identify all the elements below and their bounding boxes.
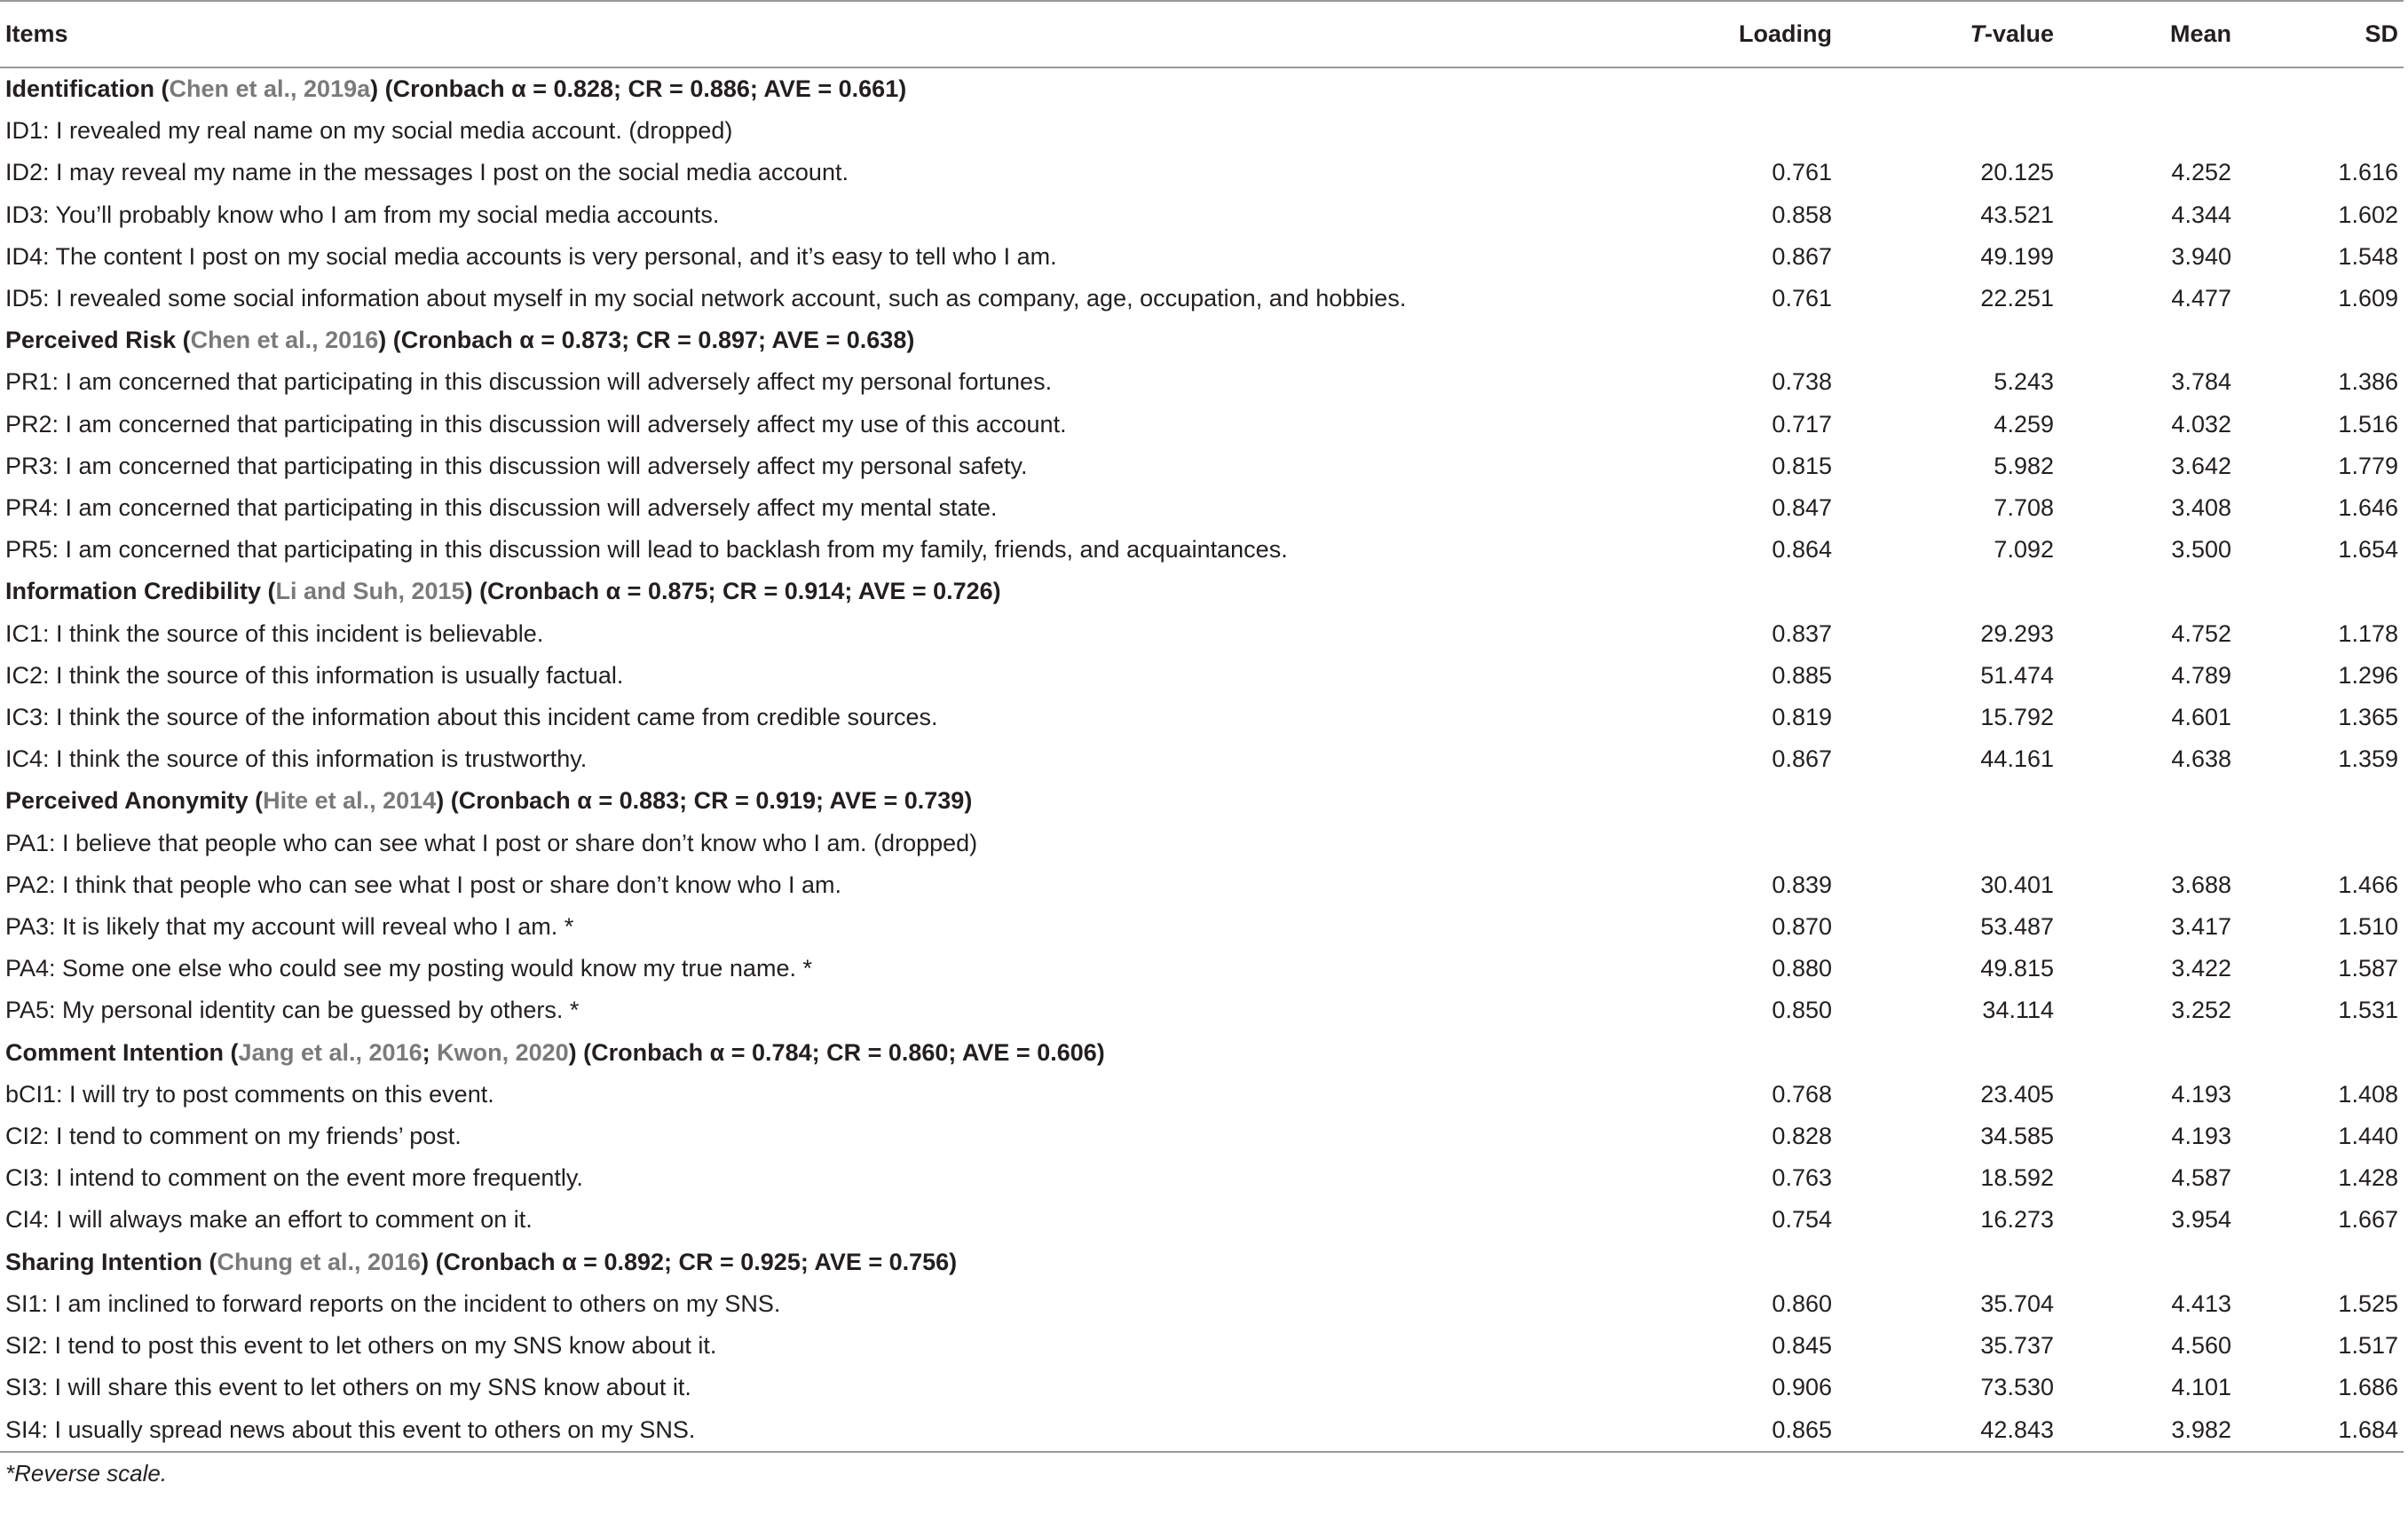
loading-value bbox=[1624, 823, 1837, 864]
mean-value: 4.638 bbox=[2171, 745, 2231, 773]
mean-value: 4.477 bbox=[2171, 285, 2231, 312]
item-text: PR5: I am concerned that participating in this discussion will lead to backlash from my family, friends, and acquaintances. bbox=[5, 536, 1288, 564]
loading-value: 0.870 bbox=[1772, 913, 1832, 941]
loading-value: 0.717 bbox=[1772, 410, 1832, 438]
mean-value: 4.601 bbox=[2171, 704, 2231, 731]
citation-link[interactable]: Li and Suh, 2015 bbox=[275, 578, 465, 605]
header-row bbox=[0, 1, 2404, 67]
table-row bbox=[0, 906, 2404, 948]
table-row bbox=[0, 152, 2404, 193]
table-row bbox=[0, 738, 2404, 780]
table-row bbox=[0, 487, 2404, 529]
citation-link[interactable]: Kwon, 2020 bbox=[437, 1038, 569, 1066]
citation-link[interactable]: Chen et al., 2016 bbox=[190, 327, 379, 354]
item-text: CI3: I intend to comment on the event more frequently. bbox=[5, 1164, 583, 1192]
mean-value bbox=[2059, 110, 2237, 152]
group-title: Sharing Intention bbox=[5, 1248, 202, 1275]
sd-value: 1.510 bbox=[2338, 913, 2398, 941]
t-value: 35.737 bbox=[1980, 1332, 2054, 1360]
group-header bbox=[0, 67, 2404, 110]
table-row bbox=[0, 697, 2404, 738]
group-header bbox=[0, 319, 2404, 361]
t-value: 51.474 bbox=[1980, 661, 2054, 689]
sd-value: 1.386 bbox=[2338, 368, 2398, 396]
loading-value: 0.754 bbox=[1772, 1206, 1832, 1234]
table-row bbox=[0, 1325, 2404, 1367]
table-row bbox=[0, 1157, 2404, 1199]
loading-value: 0.839 bbox=[1772, 871, 1832, 898]
mean-value: 3.784 bbox=[2171, 368, 2231, 396]
group-title: Comment Intention bbox=[5, 1038, 224, 1066]
sd-value: 1.178 bbox=[2338, 619, 2398, 647]
item-text: PA1: I believe that people who can see what I post or share don’t know who I am. (dropped) bbox=[5, 829, 978, 856]
t-value: 34.114 bbox=[1982, 997, 2054, 1024]
mean-value: 4.789 bbox=[2171, 661, 2231, 689]
table-row bbox=[0, 823, 2404, 864]
sd-value: 1.684 bbox=[2338, 1415, 2398, 1443]
sd-value: 1.531 bbox=[2338, 997, 2398, 1024]
group-header-row bbox=[0, 571, 2404, 612]
mean-value: 3.982 bbox=[2171, 1415, 2231, 1443]
loading-value: 0.867 bbox=[1772, 242, 1832, 270]
header-tvalue-suffix: -value bbox=[1984, 20, 2054, 47]
mean-value: 4.101 bbox=[2171, 1374, 2231, 1401]
table-row bbox=[0, 110, 2404, 152]
t-value: 20.125 bbox=[1980, 159, 2054, 186]
item-text: SI4: I usually spread news about this event to others on my SNS. bbox=[5, 1415, 696, 1443]
t-value: 73.530 bbox=[1980, 1374, 2054, 1401]
mean-value: 3.500 bbox=[2171, 536, 2231, 564]
sd-value: 1.359 bbox=[2338, 745, 2398, 773]
loading-value: 0.738 bbox=[1772, 368, 1832, 396]
group-header-row bbox=[0, 780, 2404, 822]
item-text: PA5: My personal identity can be guessed by others. * bbox=[5, 997, 580, 1024]
t-value: 5.243 bbox=[1994, 368, 2054, 396]
table-row bbox=[0, 529, 2404, 571]
group-stats: ) (Cronbach α = 0.892; CR = 0.925; AVE = 0.756) bbox=[421, 1248, 958, 1275]
sd-value: 1.516 bbox=[2338, 410, 2398, 438]
sd-value: 1.296 bbox=[2338, 661, 2398, 689]
item-text: PA4: Some one else who could see my posting would know my true name. * bbox=[5, 955, 812, 982]
group-header-row bbox=[0, 1242, 2404, 1283]
group-header-row bbox=[0, 319, 2404, 361]
header-sd: SD bbox=[2365, 20, 2398, 47]
sd-value: 1.646 bbox=[2338, 494, 2398, 522]
sd-value: 1.587 bbox=[2338, 955, 2398, 982]
item-text: PA3: It is likely that my account will reveal who I am. * bbox=[5, 913, 574, 941]
sd-value: 1.654 bbox=[2338, 536, 2398, 564]
t-value: 22.251 bbox=[1980, 285, 2054, 312]
item-text: ID4: The content I post on my social media accounts is very personal, and it’s easy to tell who I am. bbox=[5, 242, 1057, 270]
t-value: 43.521 bbox=[1980, 201, 2054, 228]
loading-value: 0.864 bbox=[1772, 536, 1832, 564]
item-text: bCI1: I will try to post comments on this event. bbox=[5, 1080, 494, 1108]
item-text: PR1: I am concerned that participating in this discussion will adversely affect my personal fortunes. bbox=[5, 368, 1053, 396]
group-stats: ) (Cronbach α = 0.784; CR = 0.860; AVE = 0.606) bbox=[568, 1038, 1105, 1066]
item-text: PR2: I am concerned that participating in this discussion will adversely affect my use of this account. bbox=[5, 410, 1067, 438]
group-stats: ) (Cronbach α = 0.828; CR = 0.886; AVE = 0.661) bbox=[370, 75, 907, 102]
citation-link[interactable]: Jang et al., 2016 bbox=[238, 1038, 422, 1066]
mean-value: 3.422 bbox=[2171, 955, 2231, 982]
citation-link[interactable]: Chung et al., 2016 bbox=[217, 1248, 422, 1275]
item-text: PR4: I am concerned that participating in this discussion will adversely affect my mental state. bbox=[5, 494, 998, 522]
footnote: *Reverse scale. bbox=[5, 1459, 168, 1486]
sd-value bbox=[2237, 823, 2404, 864]
t-value: 42.843 bbox=[1980, 1415, 2054, 1443]
item-text: CI2: I tend to comment on my friends’ post. bbox=[5, 1123, 462, 1150]
item-text: SI1: I am inclined to forward reports on the incident to others on my SNS. bbox=[5, 1289, 781, 1317]
t-value bbox=[1837, 823, 2059, 864]
table-row bbox=[0, 1367, 2404, 1408]
item-text: PA2: I think that people who can see what I post or share don’t know who I am. bbox=[5, 871, 842, 898]
loading-value: 0.867 bbox=[1772, 745, 1832, 773]
header-loading: Loading bbox=[1739, 20, 1832, 47]
loading-value: 0.860 bbox=[1772, 1289, 1832, 1317]
loading-value: 0.819 bbox=[1772, 704, 1832, 731]
loading-value: 0.837 bbox=[1772, 619, 1832, 647]
t-value: 7.708 bbox=[1994, 494, 2054, 522]
item-text: ID1: I revealed my real name on my social media account. (dropped) bbox=[5, 117, 733, 145]
table-row bbox=[0, 446, 2404, 487]
mean-value: 4.752 bbox=[2171, 619, 2231, 647]
group-header bbox=[0, 780, 2404, 822]
group-paren-open: ( bbox=[202, 1248, 217, 1275]
mean-value: 3.408 bbox=[2171, 494, 2231, 522]
group-paren-open: ( bbox=[176, 327, 191, 354]
mean-value: 4.193 bbox=[2171, 1080, 2231, 1108]
group-title: Information Credibility bbox=[5, 578, 262, 605]
t-value: 15.792 bbox=[1980, 704, 2054, 731]
t-value: 18.592 bbox=[1980, 1164, 2054, 1192]
table-row bbox=[0, 1074, 2404, 1116]
mean-value: 4.032 bbox=[2171, 410, 2231, 438]
loading-value: 0.858 bbox=[1772, 201, 1832, 228]
group-paren-open: ( bbox=[223, 1038, 239, 1066]
table-row bbox=[0, 655, 2404, 697]
item-text: IC3: I think the source of the information about this incident came from credible sources. bbox=[5, 704, 938, 731]
table-row bbox=[0, 194, 2404, 236]
loading-value: 0.815 bbox=[1772, 452, 1832, 479]
group-title: Perceived Anonymity bbox=[5, 787, 249, 815]
group-header: Comment Intention (Jang et al., 2016; Kwon, 2020) (Cronbach α = 0.784; CR = 0.860; AVE = 0.606) bbox=[5, 1038, 1105, 1066]
sd-value: 1.667 bbox=[2338, 1206, 2398, 1234]
item-text: ID5: I revealed some social information about myself in my social network account, such as company, age, occupation, and hobbies. bbox=[5, 285, 1407, 312]
group-stats: ) (Cronbach α = 0.883; CR = 0.919; AVE = 0.739) bbox=[436, 787, 973, 815]
sd-value bbox=[2237, 110, 2404, 152]
t-value: 5.982 bbox=[1994, 452, 2054, 479]
t-value: 44.161 bbox=[1980, 745, 2054, 773]
item-text: ID3: You’ll probably know who I am from my social media accounts. bbox=[5, 201, 720, 228]
group-title: Perceived Risk bbox=[5, 327, 177, 354]
sd-value: 1.548 bbox=[2338, 242, 2398, 270]
table-row bbox=[0, 361, 2404, 403]
t-value: 16.273 bbox=[1980, 1206, 2054, 1234]
loading-value: 0.885 bbox=[1772, 661, 1832, 689]
loading-value: 0.761 bbox=[1772, 285, 1832, 312]
t-value: 7.092 bbox=[1994, 536, 2054, 564]
group-paren-open: ( bbox=[154, 75, 170, 102]
loading-value: 0.845 bbox=[1772, 1332, 1832, 1360]
sd-value: 1.602 bbox=[2338, 201, 2398, 228]
item-text: SI2: I tend to post this event to let others on my SNS know about it. bbox=[5, 1332, 717, 1360]
group-header bbox=[0, 1242, 2404, 1283]
group-title: Identification bbox=[5, 75, 154, 102]
sd-value: 1.616 bbox=[2338, 159, 2398, 186]
mean-value: 3.642 bbox=[2171, 452, 2231, 479]
table-row bbox=[0, 404, 2404, 446]
citation-link[interactable]: Chen et al., 2019a bbox=[169, 75, 371, 102]
item-text: IC1: I think the source of this incident is believable. bbox=[5, 619, 544, 647]
header-items: Items bbox=[5, 20, 68, 47]
loading-value: 0.880 bbox=[1772, 955, 1832, 982]
loading-value: 0.761 bbox=[1772, 159, 1832, 186]
t-value: 49.199 bbox=[1980, 242, 2054, 270]
t-value: 29.293 bbox=[1980, 619, 2054, 647]
header-tvalue bbox=[1837, 1, 2059, 67]
group-stats: ) (Cronbach α = 0.873; CR = 0.897; AVE = 0.638) bbox=[378, 327, 915, 354]
sd-value: 1.525 bbox=[2338, 1289, 2398, 1317]
t-value bbox=[1837, 110, 2059, 152]
sd-value: 1.466 bbox=[2338, 871, 2398, 898]
t-value: 30.401 bbox=[1980, 871, 2054, 898]
group-header bbox=[0, 571, 2404, 612]
loading-value: 0.847 bbox=[1772, 494, 1832, 522]
loading-value: 0.906 bbox=[1772, 1374, 1832, 1401]
t-value: 34.585 bbox=[1980, 1123, 2054, 1150]
mean-value: 3.688 bbox=[2171, 871, 2231, 898]
loading-value: 0.768 bbox=[1772, 1080, 1832, 1108]
sd-value: 1.779 bbox=[2338, 452, 2398, 479]
loading-value bbox=[1624, 110, 1837, 152]
table-body bbox=[0, 67, 2404, 1452]
group-header-row bbox=[0, 1032, 2404, 1074]
loading-value: 0.865 bbox=[1772, 1415, 1832, 1443]
sd-value: 1.365 bbox=[2338, 704, 2398, 731]
sd-value: 1.686 bbox=[2338, 1374, 2398, 1401]
table-row bbox=[0, 1283, 2404, 1325]
mean-value: 3.954 bbox=[2171, 1206, 2231, 1234]
t-value: 4.259 bbox=[1994, 410, 2054, 438]
table-row bbox=[0, 864, 2404, 906]
item-text: CI4: I will always make an effort to comment on it. bbox=[5, 1206, 533, 1234]
table-row bbox=[0, 1199, 2404, 1241]
sd-value: 1.517 bbox=[2338, 1332, 2398, 1360]
mean-value: 4.193 bbox=[2171, 1123, 2231, 1150]
table-row bbox=[0, 236, 2404, 278]
t-value: 53.487 bbox=[1980, 913, 2054, 941]
mean-value: 3.940 bbox=[2171, 242, 2231, 270]
item-text: IC4: I think the source of this information is trustworthy. bbox=[5, 745, 588, 773]
group-stats: ) (Cronbach α = 0.875; CR = 0.914; AVE = 0.726) bbox=[464, 578, 1001, 605]
sd-value: 1.440 bbox=[2338, 1123, 2398, 1150]
table-row bbox=[0, 990, 2404, 1031]
mean-value bbox=[2059, 823, 2237, 864]
group-paren-open: ( bbox=[248, 787, 264, 815]
item-text: ID2: I may reveal my name in the messages I post on the social media account. bbox=[5, 159, 849, 186]
t-value: 35.704 bbox=[1980, 1289, 2054, 1317]
header-mean: Mean bbox=[2169, 20, 2231, 47]
sd-value: 1.408 bbox=[2338, 1080, 2398, 1108]
mean-value: 3.252 bbox=[2171, 997, 2231, 1024]
sd-value: 1.428 bbox=[2338, 1164, 2398, 1192]
table-row bbox=[0, 613, 2404, 655]
mean-value: 3.417 bbox=[2171, 913, 2231, 941]
mean-value: 4.252 bbox=[2171, 159, 2231, 186]
item-text: PR3: I am concerned that participating in this discussion will adversely affect my personal safety. bbox=[5, 452, 1028, 479]
loading-value: 0.828 bbox=[1772, 1123, 1832, 1150]
table-row bbox=[0, 278, 2404, 319]
mean-value: 4.413 bbox=[2171, 1289, 2231, 1317]
table-row bbox=[0, 948, 2404, 990]
t-value: 49.815 bbox=[1980, 955, 2054, 982]
t-value: 23.405 bbox=[1980, 1080, 2054, 1108]
mean-value: 4.560 bbox=[2171, 1332, 2231, 1360]
loading-value: 0.850 bbox=[1772, 997, 1832, 1024]
mean-value: 4.587 bbox=[2171, 1164, 2231, 1192]
table-row bbox=[0, 1116, 2404, 1157]
group-header-row bbox=[0, 67, 2404, 110]
sd-value: 1.609 bbox=[2338, 285, 2398, 312]
item-text: IC2: I think the source of this information is usually factual. bbox=[5, 661, 624, 689]
loading-value: 0.763 bbox=[1772, 1164, 1832, 1192]
item-text: SI3: I will share this event to let others on my SNS know about it. bbox=[5, 1374, 691, 1401]
group-paren-open: ( bbox=[261, 578, 276, 605]
citation-link[interactable]: Hite et al., 2014 bbox=[263, 787, 437, 815]
mean-value: 4.344 bbox=[2171, 201, 2231, 228]
table-row bbox=[0, 1409, 2404, 1452]
header-tvalue-t: T bbox=[1970, 20, 1985, 47]
